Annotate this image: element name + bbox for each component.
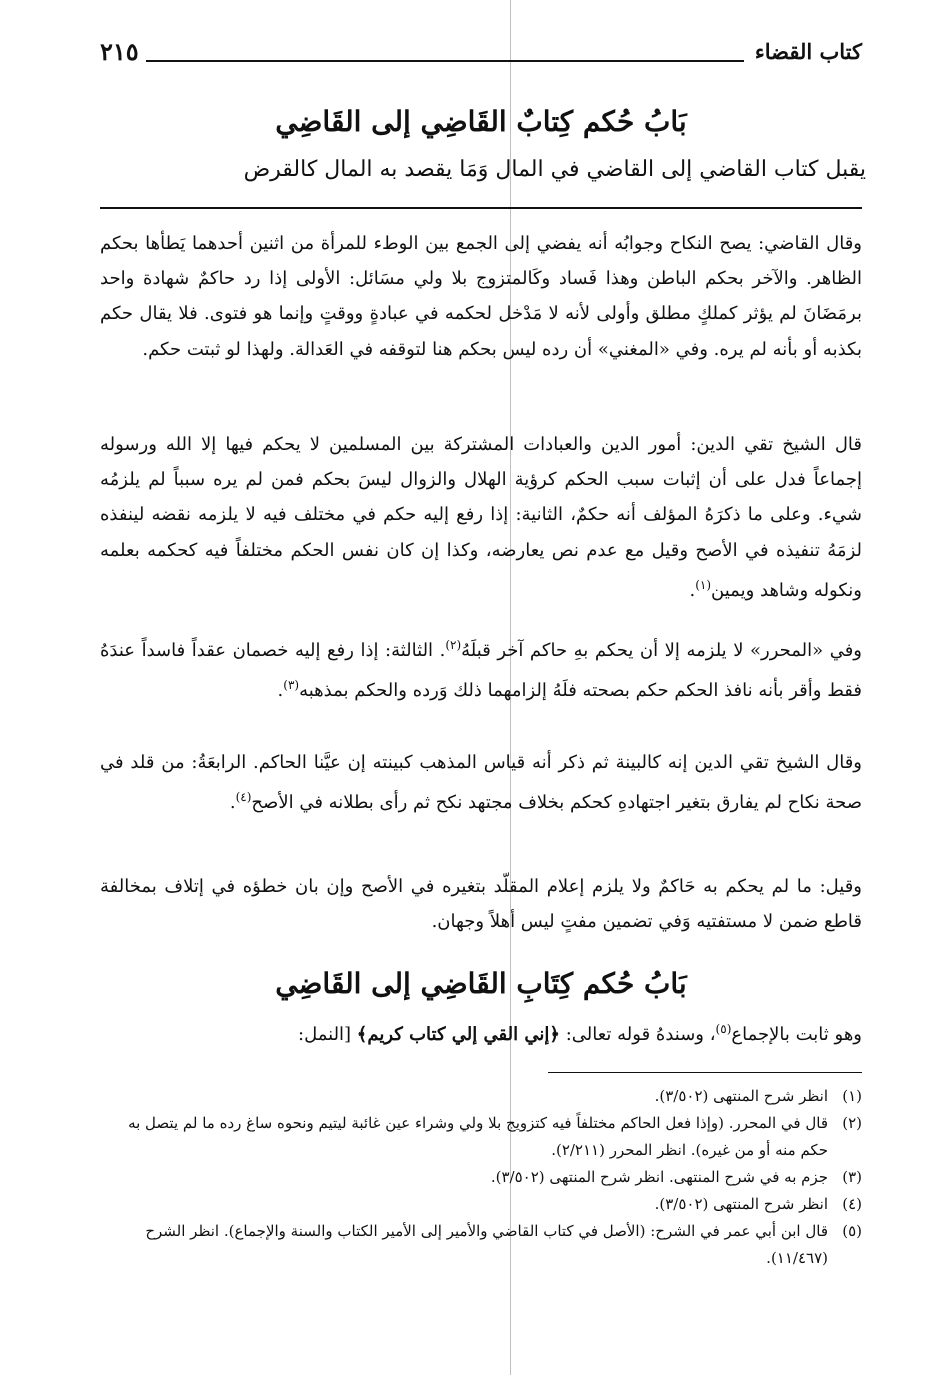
footnote-rule [548, 1072, 862, 1073]
quran-verse: ﴿إني القي إلي كتاب كريم﴾ [356, 1024, 560, 1045]
footnote-marker: (٥) [715, 1022, 732, 1036]
final-paragraph-end: [النمل: [298, 1024, 357, 1045]
paragraph-text: وقيل: ما لم يحكم به حَاكمٌ ولا يلزم إعلام المقلّد بتغيره في الأصح وإن بان خطؤه في إتلاف بمخالفة قاطع ضمن لا مستفتيه وَفي تضمين مفتٍ ليس أهلاً وجهان. [100, 876, 862, 933]
paragraph [100, 869, 862, 939]
paragraph-text: وقال القاضي: يصح النكاح وجوابُه أنه يفضي إلى الجمع بين الوطء للمرأة من اثنين أحدهما يَطأها بحكم الظاهر. والآخر بحكم الباطن وهذا فَساد وكَالمتزوج بلا ولي مسَائل: الأولى إذا رد حاكمٌ شهادة واحد برمَضَانَ لم يؤثر كملكٍ مطلق وأولى لأنه لا مَدْخل لحكمه في عبادةٍ ووقتٍ وإنما هو فتوى. فلا يقال حكم بكذبه أو بأنه لم يره. وفي «المغني» أن رده ليس بحكم هنا لتوقفه في العَدالة. ولهذا لو ثبتت حكم. [100, 233, 862, 360]
paragraph-text: وفي «المحرر» لا يلزمه إلا أن يحكم بهِ حاكم آخر قبلَهُ [461, 640, 862, 661]
period: . [689, 579, 696, 601]
footnote-number: (٥) [842, 1222, 862, 1240]
paragraph-text: قال الشيخ تقي الدين: أمور الدين والعبادات المشتركة بين المسلمين لا يحكم فيها إلا الله ورسوله إجماعاً فدل على أن إثبات سبب الحكم كرؤية الهلال والزوال ليسَ بحكم فمن لم يره سبباً لم يلزمُه شيء. وعلى ما ذكرَهُ المؤلف أنه حكمٌ، الثانية: إذا رفع إليه حكم في مختلف فيه لا يلزمه نقضه لينفذه لزمَهُ تنفيذه في الأصح وقيل مع عدم نص يعارضه، وكذا إن كان نفس الحكم مختلفاً فيه كحكمه بعلمه ونكوله وشاهد ويمين [100, 434, 862, 601]
final-paragraph [100, 1012, 862, 1052]
paragraph-text: وقال الشيخ تقي الدين إنه كالبينة ثم ذكر أنه قياس المذهب كبينته إن عيَّنا الحاكم. الرابعَةُ: من قلد في صحة نكاح لم يفارق بتغير اجتهادهِ كحكم بخلاف مجتهد نكح ثم رأى بطلانه في الأصح [100, 752, 862, 814]
chapter-subtitle: يقبل كتاب القاضي إلى القاضي في المال وَمَا يقصد به المال كالقرض [243, 157, 866, 182]
paragraph [100, 427, 862, 608]
footnote-number: (٤) [842, 1195, 862, 1213]
footnote-marker: (١) [695, 577, 712, 592]
paragraph-text: . الثالثة: إذا رفع إليه خصمان عقداً فاسداً عندَهُ فقط وأقر بأنه نافذ الحكم حكم بصحته فلَهُ إلزامهما ذلك وَرده والحكم بمذهبه [100, 640, 862, 702]
footnote [100, 1164, 862, 1191]
footnote [100, 1083, 862, 1110]
footnote-text: جزم به في شرح المنتهى. انظر شرح المنتهى (٣/٥٠٢). [490, 1168, 828, 1186]
footnote [100, 1218, 862, 1272]
paragraph [100, 628, 862, 708]
final-paragraph-middle: ، وسندهُ قوله تعالى: [559, 1024, 716, 1045]
footnote [100, 1191, 862, 1218]
footnote-number: (٢) [842, 1114, 862, 1132]
footnote-text: قال في المحرر. (وإذا فعل الحاكم مختلفاً فيه كتزويج بلا ولي وشراء عين غائبة ليتيم ونحوه ساغ رده ما لم يتصل به حكم منه أو من غيره). انظر المحرر (٢/٢١١). [128, 1114, 828, 1159]
period: . [277, 680, 284, 702]
running-header [100, 32, 862, 72]
footnote-number: (٣) [842, 1168, 862, 1186]
footnote-text: انظر شرح المنتهى (٣/٥٠٢). [654, 1195, 828, 1213]
header-rule [146, 60, 744, 62]
footnotes [100, 1083, 862, 1272]
footnote-marker: (٣) [283, 678, 300, 693]
period: . [229, 792, 236, 814]
footnote [100, 1110, 862, 1164]
page-number: ٢١٥ [100, 37, 139, 66]
paragraph [100, 745, 862, 820]
chapter2-title: بَابُ حُكم كِتَابِ القَاضِي إلى القَاضِي [275, 967, 687, 1000]
title-divider [100, 207, 862, 209]
footnote-text: قال ابن أبي عمر في الشرح: (الأصل في كتاب القاضي والأمير إلى الأمير الكتاب والسنة والإجماع). انظر الشرح (١١/٤٦٧). [145, 1222, 828, 1267]
chapter-title: بَابُ حُكم كِتابٌ القَاضِي إلى القَاضِي [275, 105, 687, 138]
running-header-title: كتاب القضاء [754, 39, 862, 64]
footnote-marker: (٤) [235, 790, 252, 805]
footnote-text: انظر شرح المنتهى (٣/٥٠٢). [654, 1087, 828, 1105]
paragraph [100, 226, 862, 367]
footnote-marker: (٢) [445, 638, 462, 652]
final-paragraph-start: وهو ثابت بالإجماع [731, 1024, 862, 1045]
footnote-number: (١) [842, 1087, 862, 1105]
